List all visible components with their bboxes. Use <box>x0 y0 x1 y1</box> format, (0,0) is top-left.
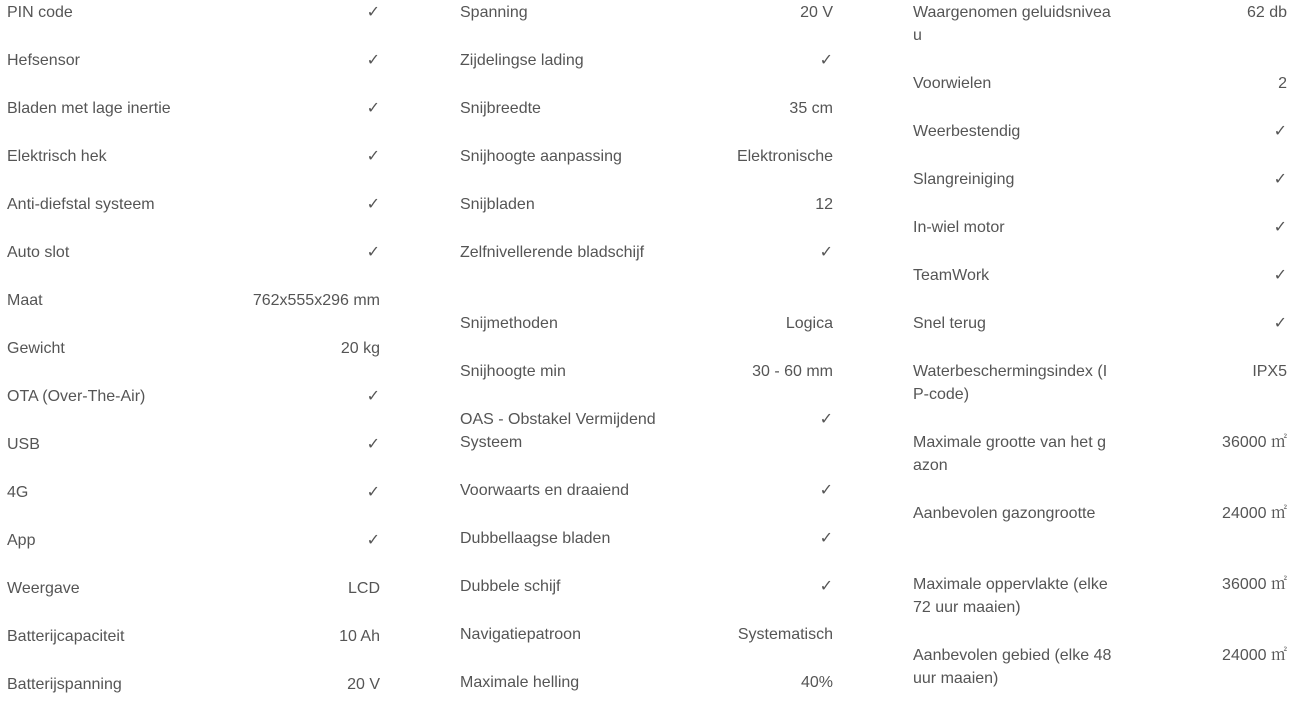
spec-label: OTA (Over-The-Air) <box>7 388 146 405</box>
spec-value: IPX5 <box>1252 363 1287 380</box>
checkmark-icon: ✓ <box>366 100 380 117</box>
spec-label: Auto slot <box>7 244 70 261</box>
spec-label: Slangreiniging <box>913 171 1015 188</box>
checkmark-icon: ✓ <box>1273 219 1287 236</box>
spec-row <box>460 96 833 144</box>
spec-label: Snijhoogte min <box>460 363 566 380</box>
spec-row <box>460 311 833 359</box>
spec-label: Batterijspanning <box>7 676 122 693</box>
spec-label: Maximale grootte van het gazon <box>913 434 1106 474</box>
spec-value: 20 V <box>800 4 833 21</box>
spec-value: 24000 ㎡ <box>1222 647 1287 664</box>
spec-row <box>7 576 380 624</box>
spec-label: Spanning <box>460 4 528 21</box>
checkmark-icon: ✓ <box>819 52 833 69</box>
spec-row <box>7 432 380 480</box>
spec-column-3 <box>913 0 1287 714</box>
spec-label: Voorwaarts en draaiend <box>460 482 629 499</box>
spec-value: 24000 ㎡ <box>1222 505 1287 522</box>
spec-label: USB <box>7 436 40 453</box>
spec-label: Snijbladen <box>460 196 535 213</box>
spec-value: 36000 ㎡ <box>1222 576 1287 593</box>
spec-label: Aanbevolen gazongrootte <box>913 505 1096 522</box>
spec-value: Logica <box>785 315 833 332</box>
spec-label: Aanbevolen gebied (elke 48 uur maaien) <box>913 647 1112 687</box>
spec-row <box>913 311 1287 359</box>
spec-row <box>460 622 833 670</box>
spec-label: Gewicht <box>7 340 65 357</box>
spec-label: Snijhoogte aanpassing <box>460 148 622 165</box>
spec-row <box>7 480 380 528</box>
checkmark-icon: ✓ <box>366 244 380 261</box>
spec-label: Snijmethoden <box>460 315 558 332</box>
checkmark-icon: ✓ <box>366 532 380 549</box>
spec-row <box>460 359 833 407</box>
spec-row <box>913 167 1287 215</box>
spec-row <box>913 643 1287 714</box>
spec-label: 4G <box>7 484 29 501</box>
spec-row <box>7 240 380 288</box>
spec-row <box>460 526 833 574</box>
spec-row <box>7 528 380 576</box>
spec-value: 62 db <box>1246 4 1287 21</box>
spec-value: 12 <box>815 196 833 213</box>
checkmark-icon: ✓ <box>366 436 380 453</box>
spec-column-2 <box>460 0 833 718</box>
spec-label: App <box>7 532 36 549</box>
spec-row <box>7 384 380 432</box>
spec-value: LCD <box>347 580 380 597</box>
checkmark-icon: ✓ <box>1273 123 1287 140</box>
spec-value: Systematisch <box>737 626 833 643</box>
spec-row <box>460 48 833 96</box>
checkmark-icon: ✓ <box>366 52 380 69</box>
spec-label: OAS - Obstakel Vermijdend Systeem <box>460 411 656 451</box>
spec-value: 2 <box>1278 75 1287 92</box>
spec-row <box>913 501 1287 572</box>
spec-row <box>7 288 380 336</box>
spec-value: 20 kg <box>340 340 380 357</box>
spec-label: PIN code <box>7 4 73 21</box>
spec-row <box>913 359 1287 430</box>
checkmark-icon: ✓ <box>819 482 833 499</box>
spec-label: Maat <box>7 292 43 309</box>
spec-row <box>7 672 380 720</box>
checkmark-icon: ✓ <box>819 578 833 595</box>
spec-label: Waargenomen geluidsniveau <box>913 4 1111 44</box>
spec-label: Dubbellaagse bladen <box>460 530 611 547</box>
spec-row <box>7 624 380 672</box>
spec-row <box>460 478 833 526</box>
spec-row <box>913 215 1287 263</box>
spec-row <box>913 71 1287 119</box>
spec-label: Voorwielen <box>913 75 992 92</box>
spec-label: Maximale helling <box>460 674 580 691</box>
spec-label: Snel terug <box>913 315 986 332</box>
checkmark-icon: ✓ <box>819 244 833 261</box>
spec-value: 35 cm <box>789 100 833 117</box>
checkmark-icon: ✓ <box>1273 267 1287 284</box>
spec-label: Weerbestendig <box>913 123 1021 140</box>
spec-value: 30 - 60 mm <box>752 363 833 380</box>
spec-row <box>913 263 1287 311</box>
spec-row <box>7 48 380 96</box>
spec-value: 36000 ㎡ <box>1222 434 1287 451</box>
spec-row <box>7 0 380 48</box>
spec-label: Dubbele schijf <box>460 578 561 595</box>
spec-label: Snijbreedte <box>460 100 541 117</box>
checkmark-icon: ✓ <box>366 148 380 165</box>
spec-label: Bladen met lage inertie <box>7 100 171 117</box>
spec-row <box>7 144 380 192</box>
spec-column-1 <box>7 0 380 720</box>
spec-value: 10 Ah <box>339 628 380 645</box>
spec-label: Navigatiepatroon <box>460 626 581 643</box>
spec-label: Anti-diefstal systeem <box>7 196 155 213</box>
spec-value: 20 V <box>347 676 380 693</box>
spec-value: 40% <box>800 674 833 691</box>
checkmark-icon: ✓ <box>819 530 833 547</box>
checkmark-icon: ✓ <box>1273 315 1287 332</box>
spec-row <box>913 119 1287 167</box>
checkmark-icon: ✓ <box>366 196 380 213</box>
spec-row <box>913 572 1287 643</box>
spec-label: Batterijcapaciteit <box>7 628 125 645</box>
spec-value: Elektronische <box>736 148 833 165</box>
spec-row <box>913 0 1287 71</box>
spec-label: TeamWork <box>913 267 990 284</box>
checkmark-icon: ✓ <box>366 484 380 501</box>
spec-label: Hefsensor <box>7 52 80 69</box>
checkmark-icon: ✓ <box>366 4 380 21</box>
spec-row <box>460 407 833 478</box>
spec-label: Zijdelingse lading <box>460 52 584 69</box>
checkmark-icon: ✓ <box>1273 171 1287 188</box>
checkmark-icon: ✓ <box>819 411 833 428</box>
spec-label: In-wiel motor <box>913 219 1005 236</box>
spec-value: 762x555x296 mm <box>252 292 380 309</box>
spec-row <box>460 0 833 48</box>
spec-row <box>460 670 833 718</box>
spec-row <box>913 430 1287 501</box>
spec-row <box>7 96 380 144</box>
spec-label: Weergave <box>7 580 80 597</box>
spec-row <box>460 574 833 622</box>
spec-label: Maximale oppervlakte (elke 72 uur maaien) <box>913 576 1108 616</box>
spec-label: Zelfnivellerende bladschijf <box>460 244 645 261</box>
spec-row <box>460 192 833 240</box>
spec-row <box>460 240 833 311</box>
spec-label: Waterbeschermingsindex (IP-code) <box>913 363 1108 403</box>
spec-label: Elektrisch hek <box>7 148 107 165</box>
checkmark-icon: ✓ <box>366 388 380 405</box>
spec-row <box>7 192 380 240</box>
spec-row <box>460 144 833 192</box>
spec-row <box>7 336 380 384</box>
